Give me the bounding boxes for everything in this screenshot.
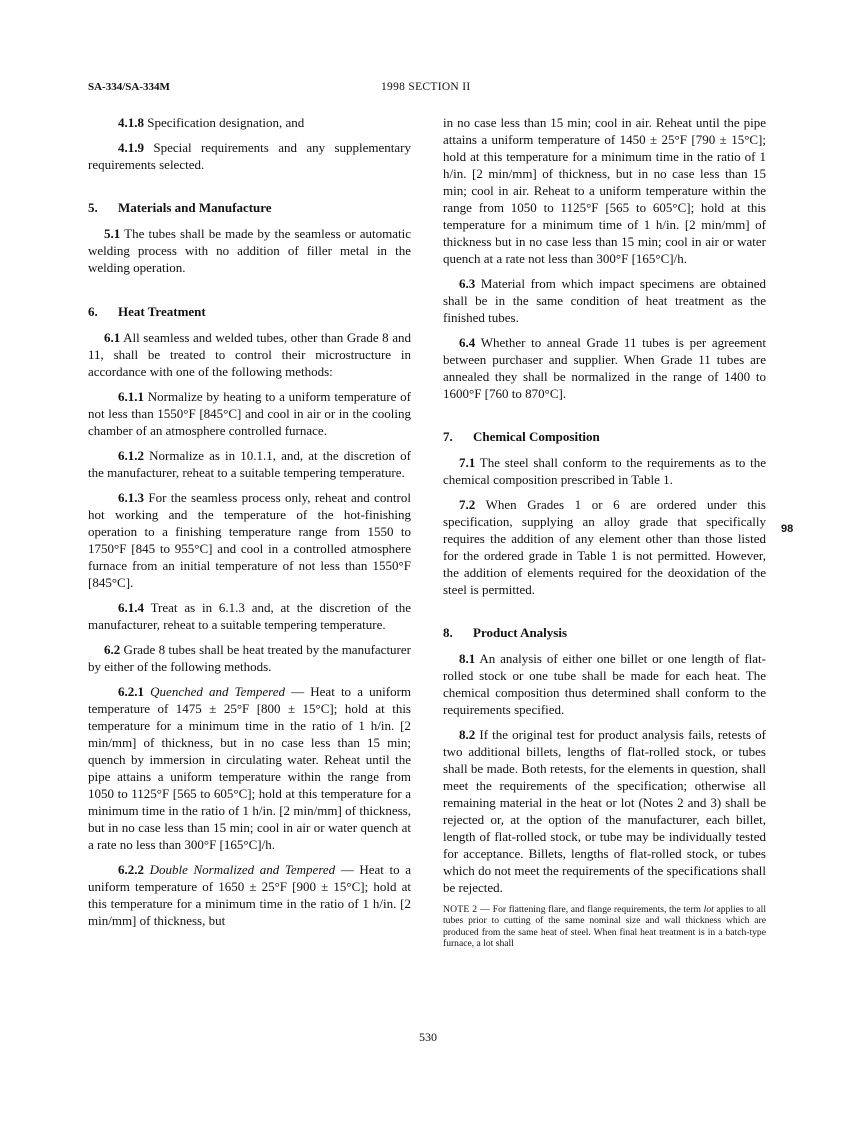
para-6-2-2: 6.2.2 Double Normalized and Tempered — Heat to a uniform temperature of 1650 ± 25°F [900 ± 15°C]; hold at this temperature for a minimum time in the ratio of 1 h/in. [2 min/mm] of thickness, but [88, 862, 411, 928]
para-7-1: 7.1 The steel shall conform to the requirements as to the chemical composition prescribed in Table 1. [443, 455, 766, 487]
para-6-1-4: 6.1.4 Treat as in 6.1.3 and, at the discretion of the manufacturer, reheat to a suitable tempering temperature. [88, 600, 411, 632]
para-6-2-1: 6.2.1 Quenched and Tempered — Heat to a uniform temperature of 1475 ± 25°F [800 ± 15°C]; hold at this temperature for a minimum time in the ratio of 1 h/in. [2 min/mm] of thickness, but in no case less than 15 min; quench by immersion in circulating water. Reheat until the pipe attains a uniform temperature within the range from 1050 to 1125°F [565 to 605°C]; hold at this temperature for a minimum time in the ratio of 1 h/in. [2 min/mm] of thickness, but in no case less than 15 min; cool in air or water quench at a rate no less than 300°F [165°C]/h. [88, 684, 412, 852]
side-page-number: 98 [781, 523, 794, 535]
right-column [443, 114, 766, 950]
para-6-2: 6.2 Grade 8 tubes shall be heat treated by the manufacturer by either of the following methods. [88, 642, 411, 674]
para-6-1: 6.1 All seamless and welded tubes, other than Grade 8 and 11, shall be treated to control their microstructure in accordance with one of the following methods: [88, 330, 411, 379]
para-4-1-9: 4.1.9 Special requirements and any supplementary requirements selected. [88, 140, 411, 172]
para-8-2: 8.2 If the original test for product analysis fails, retests of two additional billets, lengths of flat-rolled stock, or tubes shall be made. Both retests, for the elements in question, shall meet the requirements of the specification; otherwise all remaining material in the heat or lot (Notes 2 and 3) shall be rejected or, at the option of the manufacturer, each billet, length of flat-rolled stock, or tube may be individually tested for acceptance. Billets, lengths of flat-rolled stock, or tubes which do not meet the requirements of the specifications shall be rejected. [443, 727, 766, 895]
para-4-1-8: 4.1.8 Specification designation, and [118, 115, 305, 130]
para-8-1: 8.1 An analysis of either one billet or one length of flat-rolled stock or one tube shall be made for each heat. The chemical composition thus determined shall conform to the requirements specified. [443, 651, 766, 717]
note-2: NOTE 2 — For flattening flare, and flange requirements, the term lot applies to all tubes prior to cutting of the same nominal size and wall thickness which are produced from the same heat of steel. When final heat treatment is in a batch-type furnace, a lot shall [443, 904, 767, 950]
para-6-1-3: 6.1.3 For the seamless process only, reheat and control hot working and the temperature of the hot-finishing operation to a finishing temperature range from 1550 to 1750°F [845 to 955°C] and cool in a controlled atmosphere furnace from an initial temperature of not less than 1550°F [845°C]. [88, 490, 411, 590]
para-6-2-2-continued: in no case less than 15 min; cool in air. Reheat until the pipe attains a uniform temperature of 1450 ± 25°F [790 ± 15°C]; hold at this temperature for a minimum time in the ratio of 1 h/in. [2 min/mm] of thickness, but in no case less than 15 min; cool in air. Reheat to a uniform temperature within the range from 1050 to 1125°F [565 to 605°C]; hold at this temperature for a minimum time of 1 h/in. [2 min/mm] of thickness but in no case less than 15 min; cool in air or water quench at a rate not less than 300°F [165°C]/h. [443, 115, 766, 266]
para-6-4: 6.4 Whether to anneal Grade 11 tubes is per agreement between purchaser and supplier. When Grade 11 tubes are annealed they shall be normalized in the range of 1400 to 1600°F [760 to 870°C]. [443, 335, 766, 401]
header-section: 1998 SECTION II [381, 81, 471, 93]
left-column [88, 114, 411, 937]
para-5-1: 5.1 The tubes shall be made by the seamless or automatic welding process with no addition of filler metal in the welding operation. [88, 226, 411, 275]
header-designation: SA-334/SA-334M [88, 81, 170, 93]
heading-5: 5. Materials and Manufacture [88, 200, 272, 215]
heading-8: 8. Product Analysis [443, 625, 568, 640]
heading-6: 6. Heat Treatment [88, 304, 206, 319]
para-6-3: 6.3 Material from which impact specimens are obtained shall be in the same condition of heat treatment as the finished tubes. [443, 276, 766, 325]
heading-7: 7. Chemical Composition [443, 429, 600, 444]
para-7-2: 7.2 When Grades 1 or 6 are ordered under this specification, supplying an alloy grade that specifically requires the addition of any element other than those listed for the ordered grade in Table 1 is not permitted. However, the addition of elements required for the deoxidation of the steel is permitted. [443, 497, 766, 597]
para-6-1-1: 6.1.1 Normalize by heating to a uniform temperature of not less than 1550°F [845°C] and cool in air or in the cooling chamber of an atmosphere controlled furnace. [88, 389, 411, 438]
para-6-1-2: 6.1.2 Normalize as in 10.1.1, and, at the discretion of the manufacturer, reheat to a suitable tempering temperature. [88, 448, 411, 480]
page-number: 530 [419, 1030, 437, 1044]
